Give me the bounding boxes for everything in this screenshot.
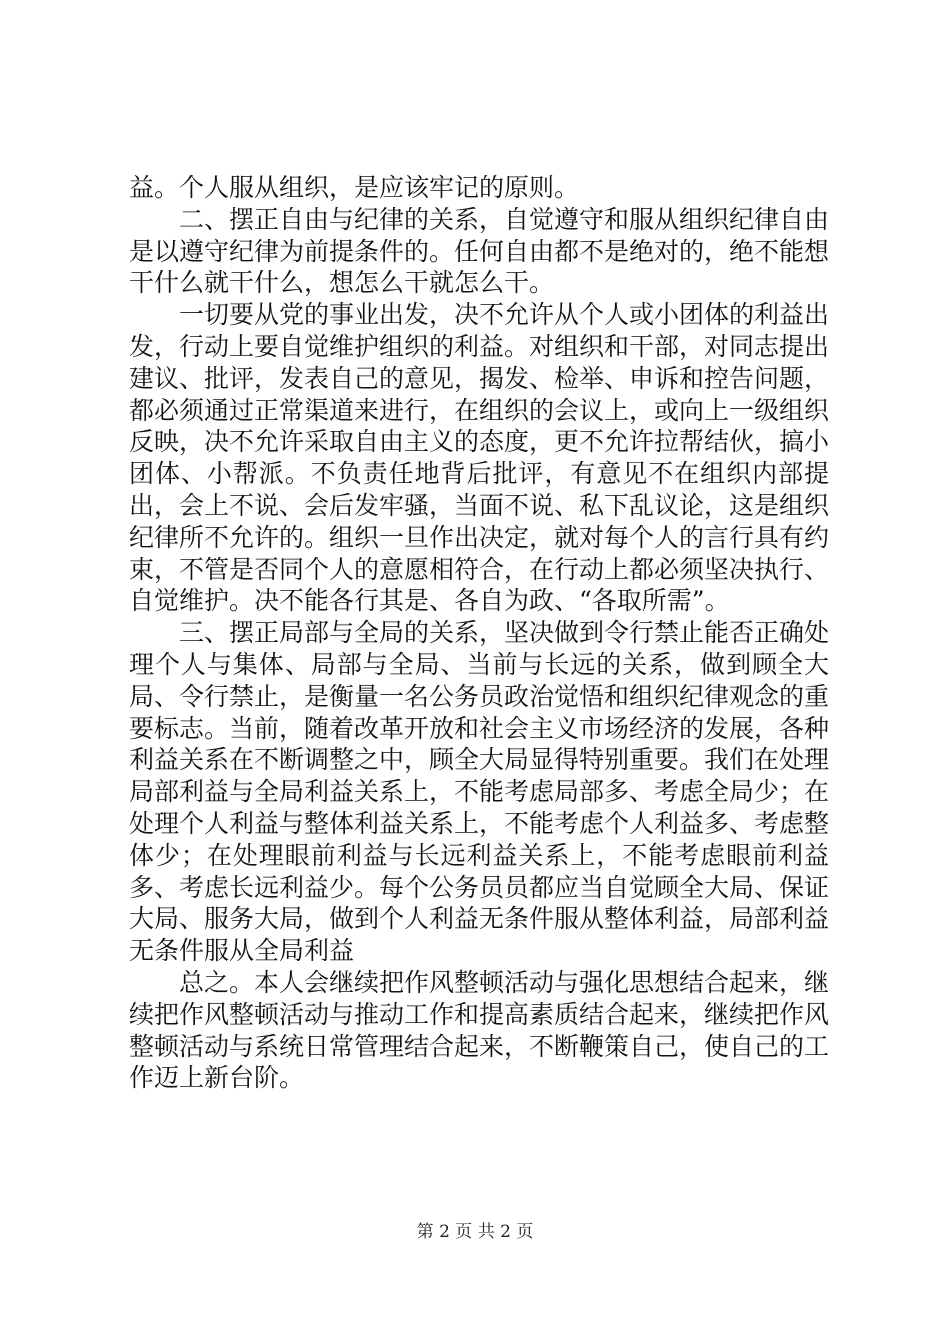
body-text bbox=[129, 172, 829, 1094]
paragraph-party-cause: 一切要从党的事业出发，决不允许从个人或小团体的利益出发，行动上要自觉维护组织的利益。对组织和干部，对同志提出建议、批评，发表自己的意见，揭发、检举、申诉和控告问题，都必须通过正常渠道来进行，在组织的会议上，或向上一级组织反映，决不允许采取自由主义的态度，更不允许拉帮结伙，搞小团体、小帮派。不负责任地背后批评，有意见不在组织内部提出，会上不说、会后发牢骚，当面不说、私下乱议论，这是组织纪律所不允许的。组织一旦作出决定，就对每个人的言行具有约束，不管是否同个人的意愿相符合，在行动上都必须坚决执行、自觉维护。决不能各行其是、各自为政、“各取所需”。 bbox=[129, 300, 830, 616]
paragraph-conclusion: 总之。本人会继续把作风整顿活动与强化思想结合起来，继续把作风整顿活动与推动工作和提高素质结合起来，继续把作风整顿活动与系统日常管理结合起来，不断鞭策自己，使自己的工作迈上新台阶。 bbox=[129, 967, 830, 1093]
page-number-footer: 第 2 页 共 2 页 bbox=[416, 1222, 534, 1242]
paragraph-section-three: 三、摆正局部与全局的关系，坚决做到令行禁止能否正确处理个人与集体、局部与全局、当前与长远的关系，做到顾全大局、令行禁止，是衡量一名公务员政治觉悟和组织纪律观念的重要标志。当前，随着改革开放和社会主义市场经济的发展，各种利益关系在不断调整之中，顾全大局显得特别重要。我们在处理局部利益与全局利益关系上，不能考虑局部多、考虑全局少；在处理个人利益与整体利益关系上，不能考虑个人利益多、考虑整体少；在处理眼前利益与长远利益关系上，不能考虑眼前利益多、考虑长远利益少。每个公务员员都应当自觉顾全大局、保证大局、服务大局，做到个人利益无条件服从整体利益，局部利益无条件服从全局利益 bbox=[129, 618, 830, 966]
paragraph-section-two: 二、摆正自由与纪律的关系，自觉遵守和服从组织纪律自由是以遵守纪律为前提条件的。任何自由都不是绝对的，绝不能想干什么就干什么，想怎么干就怎么干。 bbox=[129, 204, 830, 298]
paragraph-continuation: 益。个人服从组织，是应该牢记的原则。 bbox=[129, 173, 580, 202]
